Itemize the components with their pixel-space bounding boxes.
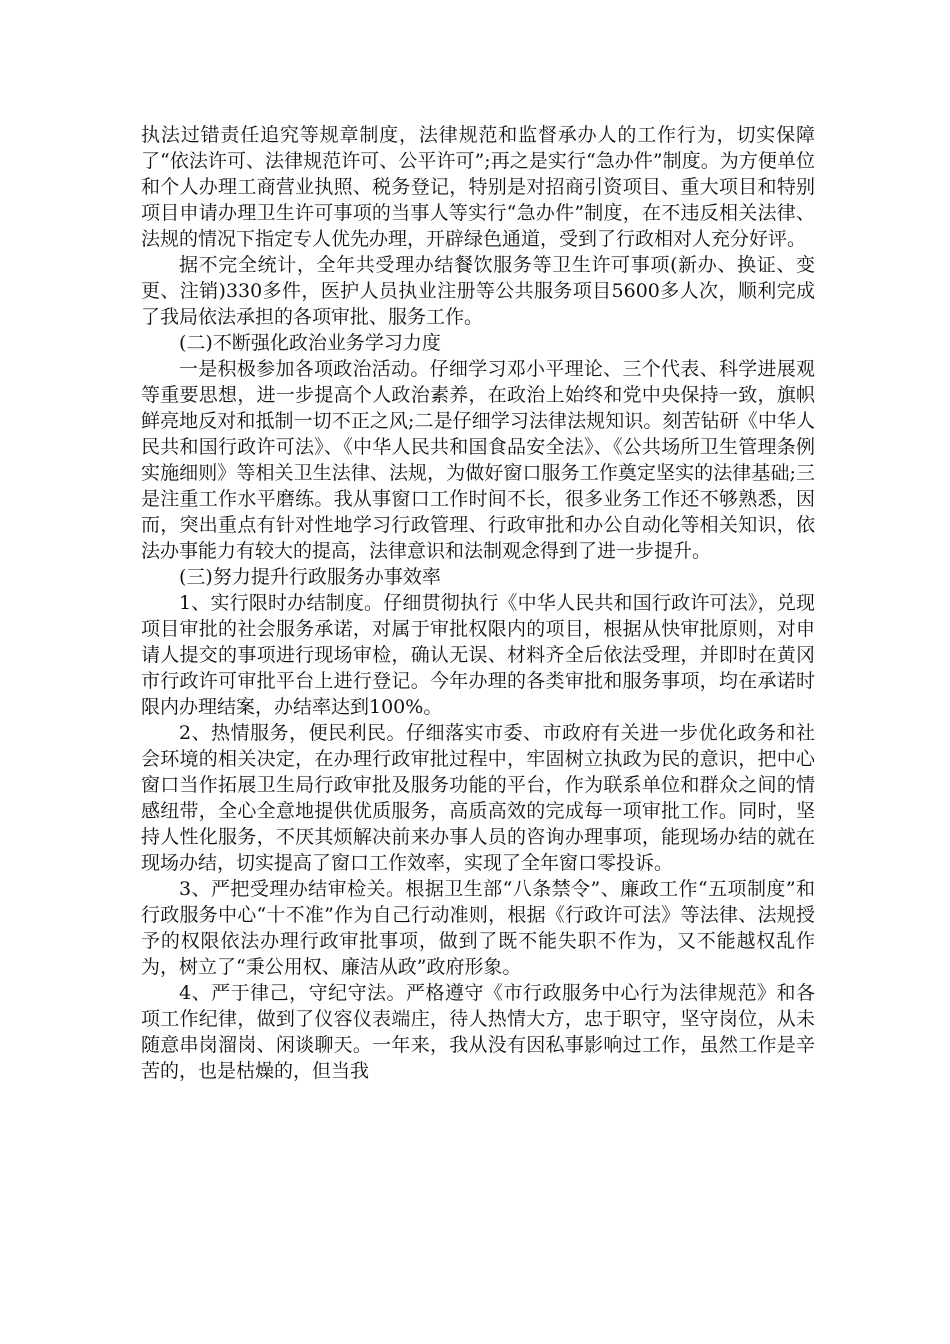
paragraph-statistics: 据不完全统计，全年共受理办结餐饮服务等卫生许可事项(新办、换证、变更、注销)330多件，医护人员执业注册等公共服务项目5600多人次，顺利完成了我局依法承担的各项审批、服务工作。	[141, 254, 815, 328]
section-heading-study: (二)不断强化政治业务学习力度	[179, 332, 441, 354]
section-heading-efficiency: (三)努力提升行政服务办事效率	[179, 566, 441, 588]
paragraph-strict-review: 3、严把受理办结审检关。根据卫生部“八条禁令”、廉政工作“五项制度”和行政服务中心“十不准”作为自己行动准则，根据《行政许可法》等法律、法规授予的权限依法办理行政审批事项，做到了既不能失职不作为，又不能越权乱作为，树立了“秉公用权、廉洁从政”政府形象。	[141, 878, 815, 978]
paragraph-political-study: 一是积极参加各项政治活动。仔细学习邓小平理论、三个代表、科学进展观等重要思想，进一步提高个人政治素养，在政治上始终和党中央保持一致，旗帜鲜亮地反对和抵制一切不正之风;二是仔细学习法律法规知识。刻苦钻研《中华人民共和国行政许可法》、《中华人民共和国食品安全法》、《公共场所卫生管理条例实施细则》等相关卫生法律、法规，为做好窗口服务工作奠定坚实的法律基础;三是注重工作水平磨练。我从事窗口工作时间不长，很多业务工作还不够熟悉，因而，突出重点有针对性地学习行政管理、行政审批和办公自动化等相关知识，依法办事能力有较大的提高，法律意识和法制观念得到了进一步提升。	[141, 358, 815, 562]
paragraph-self-discipline: 4、严于律己，守纪守法。严格遵守《市行政服务中心行为法律规范》和各项工作纪律，做到了仪容仪表端庄，待人热情大方，忠于职守，坚守岗位，从未随意串岗溜岗、闲谈聊天。一年来，我从没有因私事影响过工作，虽然工作是辛苦的，也是枯燥的，但当我	[141, 982, 815, 1082]
paragraph-warm-service: 2、热情服务，便民利民。仔细落实市委、市政府有关进一步优化政务和社会环境的相关决定，在办理行政审批过程中，牢固树立执政为民的意识，把中心窗口当作拓展卫生局行政审批及服务功能的平台，作为联系单位和群众之间的情感纽带，全心全意地提供优质服务，高质高效的完成每一项审批工作。同时，坚持人性化服务，不厌其烦解决前来办事人员的咨询办理事项，能现场办结的就在现场办结，切实提高了窗口工作效率，实现了全年窗口零投诉。	[141, 722, 815, 874]
document-body	[141, 122, 815, 1084]
paragraph-responsibility-system: 执法过错责任追究等规章制度，法律规范和监督承办人的工作行为，切实保障了“依法许可、法律规范许可、公平许可”;再之是实行“急办件”制度。为方便单位和个人办理工商营业执照、税务登记，特别是对招商引资项目、重大项目和特别项目申请办理卫生许可事项的当事人等实行“急办件”制度，在不违反相关法律、法规的情况下指定专人优先办理，开辟绿色通道，受到了行政相对人充分好评。	[141, 124, 815, 250]
paragraph-time-limit: 1、实行限时办结制度。仔细贯彻执行《中华人民共和国行政许可法》，兑现项目审批的社会服务承诺，对属于审批权限内的项目，根据从快审批原则，对申请人提交的事项进行现场审检，确认无误、材料齐全后依法受理，并即时在黄冈市行政许可审批平台上进行登记。今年办理的各类审批和服务事项，均在承诺时限内办理结案，办结率达到100%。	[141, 592, 815, 718]
